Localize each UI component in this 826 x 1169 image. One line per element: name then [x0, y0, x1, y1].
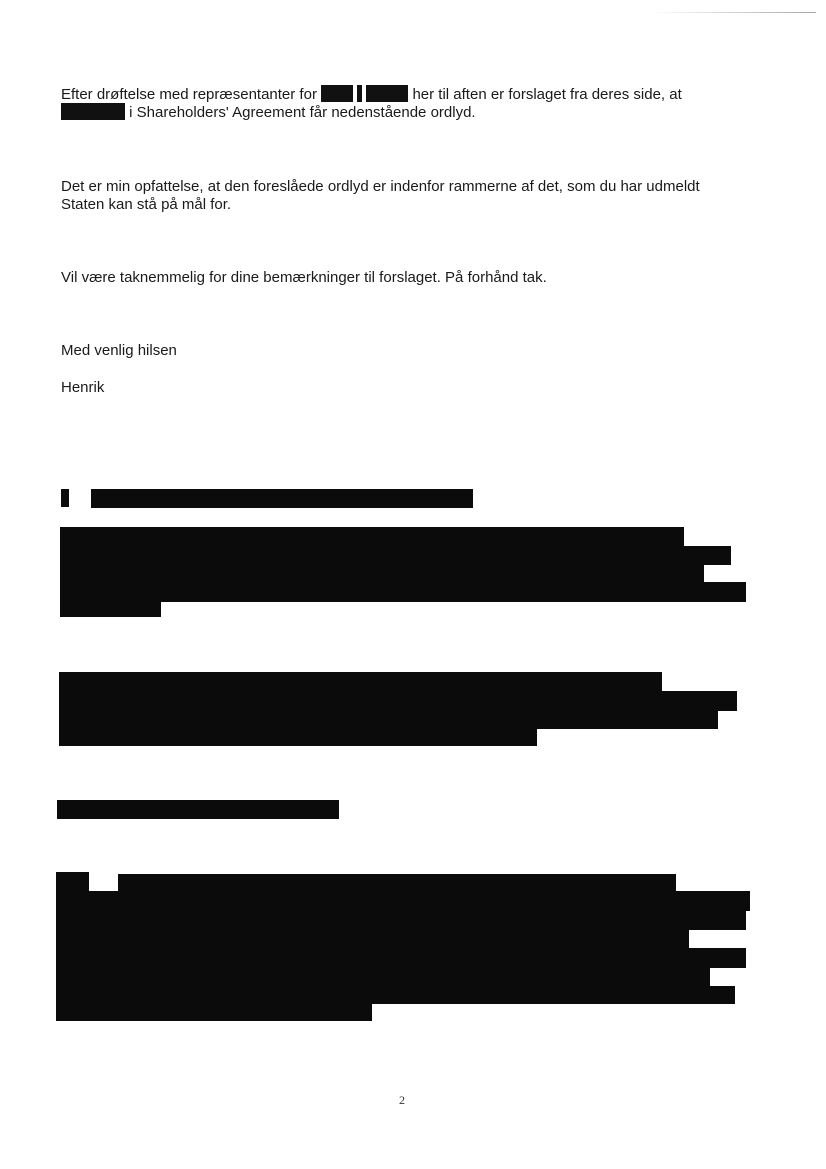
redaction-block-2 [59, 728, 537, 746]
paragraph-2-line-2: Staten kan stå på mål for. [61, 196, 232, 213]
text-fragment: i Shareholders' Agreement får nedenstående ordlyd. [129, 104, 476, 121]
redaction-block-1 [60, 601, 161, 617]
redaction-block-2 [59, 672, 662, 692]
redaction-block-4 [56, 929, 689, 949]
redaction-heading-marker [61, 489, 69, 507]
redaction-block-3 [57, 800, 339, 819]
redaction-inline [357, 85, 362, 102]
redaction-inline [61, 103, 125, 120]
paragraph-1-line-2 [61, 103, 476, 122]
paragraph-1-line-1 [61, 85, 682, 104]
redaction-inline [366, 85, 408, 102]
page-number: 2 [399, 1093, 405, 1107]
scan-edge-line [650, 12, 816, 13]
redaction-block-1 [60, 546, 731, 565]
redaction-block-4 [56, 872, 89, 892]
text-fragment: Efter drøftelse med repræsentanter for [61, 86, 317, 103]
redaction-block-1 [60, 527, 684, 547]
paragraph-2-line-1: Det er min opfattelse, at den foreslåede ordlyd er indenfor rammerne af det, som du har udmeldt [61, 178, 700, 195]
redaction-block-4 [56, 948, 746, 968]
redaction-block-4 [56, 986, 735, 1004]
redaction-block-2 [59, 710, 718, 729]
redaction-block-4 [118, 874, 676, 892]
redaction-heading [91, 489, 473, 508]
redaction-inline [321, 85, 353, 102]
paragraph-3: Vil være taknemmelig for dine bemærkninger til forslaget. På forhånd tak. [61, 269, 547, 286]
text-fragment: her til aften er forslaget fra deres side, at [412, 86, 682, 103]
signature-name: Henrik [61, 379, 105, 396]
redaction-block-4 [56, 910, 746, 930]
redaction-block-4 [56, 891, 750, 911]
closing-salutation: Med venlig hilsen [61, 342, 177, 359]
redaction-block-4 [56, 967, 710, 987]
redaction-block-2 [59, 691, 737, 711]
redaction-block-1 [60, 564, 704, 583]
redaction-block-4 [56, 1003, 372, 1021]
redaction-block-1 [60, 582, 746, 602]
